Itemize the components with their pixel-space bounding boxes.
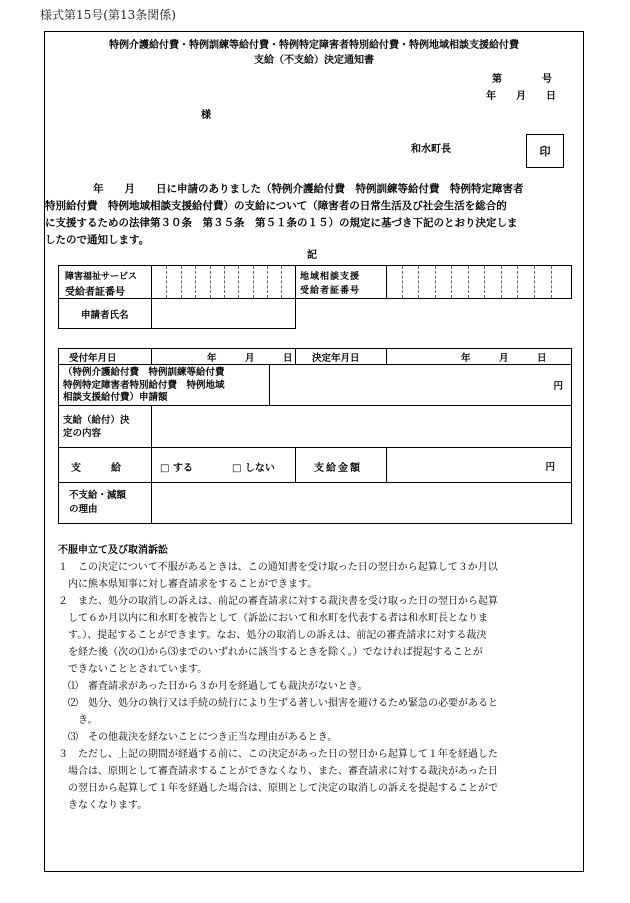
chiiki-cert-number-field	[386, 265, 572, 299]
decision-date-label: 決定年月日	[312, 353, 360, 364]
notes-block	[58, 561, 498, 816]
receipt-date-field	[151, 348, 296, 365]
chiiki-cert-label-2: 受給者証番号	[300, 286, 361, 296]
application-amount-label-3: 相談支援給付費）申請額	[63, 392, 168, 403]
note-line: す。）、提起することができます。なお、処分の取消しの訴えは、前記の審査請求に対する裁決	[58, 630, 487, 641]
reason-label-1: 不支給・減額	[69, 490, 127, 501]
issuer-name: 和水町長	[411, 144, 451, 155]
payment-label-cell	[58, 447, 152, 483]
decision-date-label-cell	[295, 348, 387, 365]
content-label-cell	[58, 405, 152, 448]
title-line-2: 支給（不支給）決定通知書	[254, 55, 374, 66]
decision-date-value: 年 月 日	[461, 353, 547, 364]
reason-field	[151, 482, 572, 524]
note-line: して６か月以内に和水町を被告として（訴訟において和水町を代表する者は和水町長となりま	[58, 613, 488, 624]
document-number: 第 号	[492, 74, 552, 85]
amount-label: 支給金額	[314, 463, 362, 474]
note-line: を経た後（次の⑴から⑶までのいずれかに該当するときを除く。）でなければ提起することが	[58, 647, 483, 658]
recipient-cert-label-cell	[58, 265, 152, 299]
payment-label: 支 給	[71, 463, 121, 474]
chiiki-cert-label-1: 地域相談支援	[300, 272, 361, 282]
note-line: 場合は、原則として審査請求することができなくなり、また、審査請求に対する裁決があった日	[58, 766, 498, 777]
note-line: １ この決定について不服があるときは、この通知書を受け取った日の翌日から起算して３か月以	[58, 562, 498, 573]
applicant-name-label-cell	[58, 298, 152, 329]
amount-yen: 円	[545, 462, 555, 473]
receipt-date-label-cell	[58, 348, 152, 365]
title-line-1: 特例介護給付費・特例訓練等給付費・特例特定障害者特別給付費・特例地域相談支援給付費	[109, 40, 519, 51]
application-amount-yen: 円	[553, 381, 563, 392]
application-amount-row	[58, 364, 572, 406]
note-line: き。	[58, 715, 98, 726]
content-label-1: 支給（給付）決	[63, 415, 130, 426]
payment-options-cell	[151, 447, 296, 483]
seal-box: 印	[526, 134, 564, 168]
amount-label-cell	[295, 447, 387, 483]
decision-date-field	[386, 348, 572, 365]
note-line: ⑴ 審査請求があった日から３か月を経過しても裁決がないとき。	[58, 681, 368, 692]
reason-label-cell	[58, 482, 152, 524]
option-yes[interactable]: □ する	[160, 463, 193, 474]
recipient-cert-label-1: 障害福祉サービス	[65, 272, 138, 282]
document-date: 年 月 日	[486, 91, 556, 102]
body-line-4: したので通知します。	[45, 234, 150, 246]
applicant-name-field	[151, 298, 296, 329]
note-line: の翌日から起算して１年を経過した場合は、原則として決定の取消しの訴えを提起することがで	[58, 783, 498, 794]
amount-field	[386, 447, 572, 483]
note-line: ⑶ その他裁決を経ないことにつき正当な理由があるとき。	[58, 732, 338, 743]
applicant-name-label: 申請者氏名	[81, 310, 129, 321]
note-line: ２ また、処分の取消しの訴えは、前記の審査請求に対する裁決書を受け取った日の翌日から起算	[58, 596, 498, 607]
content-field	[151, 405, 572, 448]
body-line-2: 特別給付費 特例地域相談支援給付費）の支給について（障害者の日常生活及び社会生活を総合的	[45, 200, 507, 212]
note-line: できないこととされています。	[58, 664, 208, 675]
chiiki-cert-label-cell	[295, 265, 387, 299]
option-no[interactable]: □ しない	[232, 463, 275, 474]
note-line: 内に熊本県知事に対し審査請求をすることができます。	[58, 579, 318, 590]
note-line: ３ ただし、上記の期間が経過する前に、この決定があった日の翌日から起算して１年を経過した	[58, 749, 498, 760]
receipt-date-value: 年 月 日	[207, 353, 293, 364]
receipt-date-label: 受付年月日	[69, 353, 117, 364]
application-amount-label-2: 特例特定障害者特別給付費 特例地域	[63, 379, 225, 391]
notes-heading: 不服申立て及び取消訴訟	[58, 545, 168, 556]
application-amount-label-1: （特例介護給付費 特例訓練等給付費	[63, 367, 225, 378]
ki-label: 記	[307, 250, 317, 261]
body-line-1: 年 月 日に申請のありました（特例介護給付費 特例訓練等給付費 特例特定障害者	[93, 183, 524, 195]
form-label: 様式第15号(第13条関係)	[40, 8, 176, 22]
note-line: ⑵ 処分、処分の執行又は手続の続行により生ずる著しい損害を避けるため緊急の必要があると	[58, 698, 498, 709]
recipient-cert-label-2: 受給者証番号	[65, 287, 125, 298]
reason-label-2: の理由	[69, 504, 98, 515]
note-line: きなくなります。	[58, 800, 148, 811]
content-label-2: 定の内容	[63, 428, 102, 439]
addressee-suffix: 様	[201, 110, 211, 121]
body-line-3: に支援するための法律第３０条 第３５条 第５１条の１５）の規定に基づき下記のとおり決定しま	[45, 217, 518, 229]
